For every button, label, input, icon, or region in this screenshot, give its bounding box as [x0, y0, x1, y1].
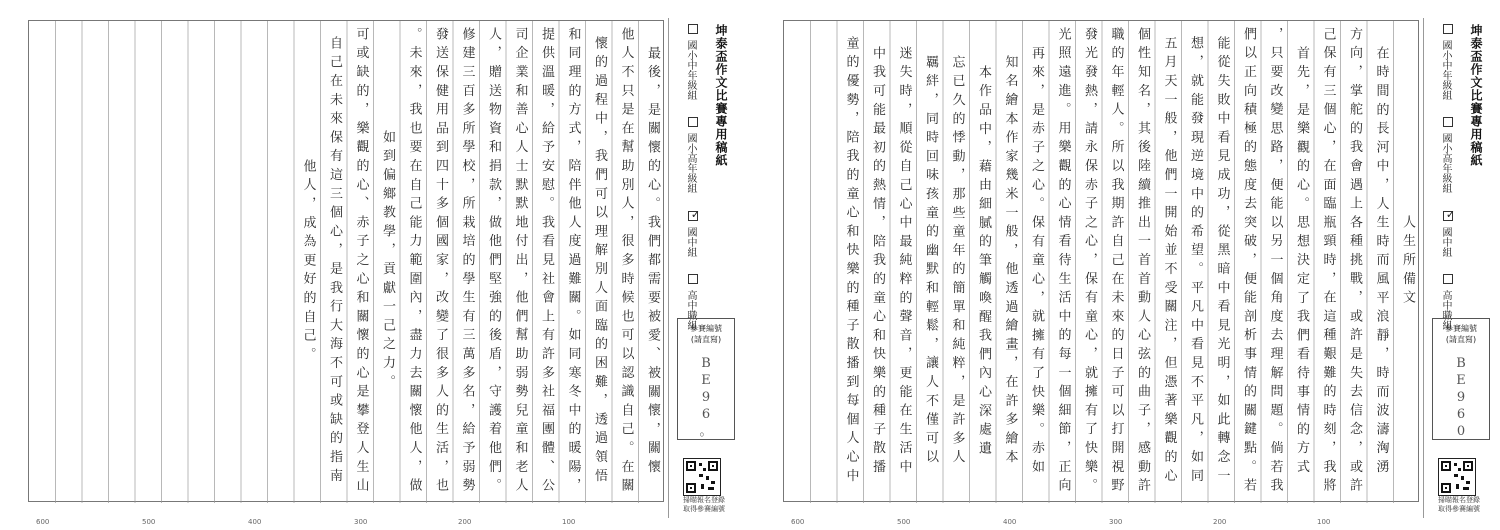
- ruler-mark: 400: [248, 518, 262, 526]
- essay-column: 童的優勢，陪我的童心和快樂的種子散播到每個人心中: [843, 36, 859, 488]
- essay-column: 如到偏鄉教學，貢獻一己之力。: [380, 130, 395, 394]
- entry-label: 參賽編號 (請直寫): [690, 324, 722, 344]
- entry-number-char: B: [701, 356, 711, 371]
- qr-pattern: [684, 459, 720, 495]
- entry-number-char: 。: [699, 424, 713, 439]
- form-sidebar: [1423, 18, 1496, 518]
- essay-column: 光照遠進。用樂觀的心情看待生活中的每一個細節，正向: [1055, 27, 1071, 497]
- essay-column: 修建三百多所學校，所栽培的學生有三萬多名，給予弱勢: [459, 27, 475, 497]
- essay-columns: [784, 21, 1420, 503]
- group-label: 高中職組: [1440, 290, 1451, 331]
- entry-number-char: B: [1456, 356, 1466, 371]
- group-option-elementary-mid[interactable]: [1438, 24, 1453, 100]
- ruler-mark: 400: [1003, 518, 1017, 526]
- group-option-junior-high[interactable]: [683, 207, 702, 257]
- ruler-mark: 300: [354, 518, 368, 526]
- entry-number-char: E: [701, 373, 711, 388]
- qr-caption: 掃瞄報名登錄 取得參賽編號: [1438, 496, 1480, 513]
- ruler-mark: 600: [791, 518, 805, 526]
- essay-column: 能從失敗中看見成功，從黑暗中看見光明，如此轉念一: [1214, 36, 1230, 488]
- group-checklist: [1438, 24, 1457, 344]
- essay-column: 在時間的長河中，人生時而風平浪靜，時而波濤洶湧: [1373, 45, 1389, 479]
- manuscript-grid: [28, 20, 664, 502]
- essay-column: 人，贈送物資和捐款，做他們堅強的後盾，守護着他們。: [486, 27, 501, 497]
- group-label: 國小高年級組: [1440, 133, 1451, 194]
- essay-column: 和同理的方式，陪伴他人度過難關。如同寒冬中的暖陽，: [565, 27, 581, 497]
- entry-number-char: 9: [1456, 390, 1466, 405]
- essay-page-right: [755, 0, 1500, 530]
- qr-code-icon[interactable]: [1438, 458, 1476, 496]
- entry-number: [678, 355, 734, 440]
- essay-column: 他人不只是在幫助別人，很多時候也可以認識自己。在關: [618, 27, 634, 497]
- check-icon: ✓: [689, 207, 702, 221]
- group-label: 國小中年級組: [685, 40, 696, 101]
- ruler-mark: 100: [562, 518, 576, 526]
- qr-code-icon[interactable]: [683, 458, 721, 496]
- essay-column: 本作品中，藉由細膩的筆觸喚醒我們內心深處遺: [976, 64, 991, 460]
- essay-column: 可或缺的，樂觀的心、赤子之心和關懷的心是攀登人生山: [353, 27, 369, 497]
- form-title: 坤泰盃作文比賽專用稿紙: [1469, 24, 1483, 167]
- checkbox[interactable]: [688, 117, 698, 127]
- group-label: 國小高年級組: [685, 133, 696, 194]
- ruler-mark: 200: [1213, 518, 1227, 526]
- form-sidebar: [668, 18, 741, 518]
- essay-column: 知名繪本作家幾米一般，他透過繪畫，在許多繪本: [1002, 55, 1018, 469]
- essay-column: 最後，是關懷的心。我們都需要被愛、被關懷，關懷: [645, 45, 660, 479]
- essay-column: 職的年輕人。所以我期許自己在未來的日子可以打開視野: [1108, 27, 1124, 497]
- qr-pattern: [1439, 459, 1475, 495]
- essay-column: 己保有三個心，在面臨瓶頸時，在這種艱難的時刻，我將: [1320, 27, 1336, 497]
- checkbox[interactable]: [688, 274, 698, 284]
- form-title: 坤泰盃作文比賽專用稿紙: [714, 24, 728, 167]
- qr-caption: 掃瞄報名登錄 取得參賽編號: [683, 496, 725, 513]
- entry-number-char: 6: [701, 407, 711, 422]
- essay-column: 首先，是樂觀的心。思想決定了我們看待事情的方式: [1294, 45, 1309, 479]
- essay-column: 發光發熱，請永保赤子之心，保有童心，就擁有了快樂。: [1082, 27, 1097, 497]
- essay-column: 方向，掌舵的我會遇上各種挑戰，或許是失去信念，或許: [1347, 27, 1362, 497]
- entry-number-box: [677, 318, 735, 440]
- checkbox[interactable]: [1443, 274, 1453, 284]
- essay-column: 迷失時，順從自己心中最純粹的聲音，更能在生活中: [896, 45, 912, 479]
- essay-column: 中我可能最初的熱情，陪我的童心和快樂的種子散播: [870, 45, 885, 479]
- group-checklist: [683, 24, 702, 344]
- ruler-mark: 100: [1317, 518, 1331, 526]
- ruler-mark: 600: [36, 518, 50, 526]
- essay-column: 羈絆，同時回味孩童的幽默和輕鬆，讓人不僅可以: [923, 55, 938, 469]
- group-label: 國小中年級組: [1440, 40, 1451, 101]
- entry-number-char: 0: [1456, 424, 1466, 439]
- essay-column: 想，就能發現逆境中的希望。平凡中看見不平凡，如同: [1188, 36, 1203, 488]
- group-option-elementary-high[interactable]: [1438, 117, 1453, 193]
- checkbox-checked[interactable]: [688, 207, 702, 221]
- checkbox-checked[interactable]: [1443, 207, 1457, 221]
- essay-column: 們以正向積極的態度去突破，便能剖析事情的關鍵點。若: [1241, 27, 1256, 497]
- entry-number-char: 9: [701, 390, 711, 405]
- essay-column: ，只要改變思路，便能以另一個角度去理解問題。倘若我: [1267, 27, 1283, 497]
- entry-number-box: [1432, 318, 1490, 440]
- group-label: 國中組: [1440, 226, 1451, 257]
- group-label: 高中職組: [685, 290, 696, 331]
- group-option-elementary-mid[interactable]: [683, 24, 698, 100]
- ruler-mark: 300: [1109, 518, 1123, 526]
- essay-column: 人生所備文: [1400, 215, 1415, 309]
- checkbox[interactable]: [1443, 24, 1453, 34]
- group-label: 國中組: [685, 226, 696, 257]
- entry-number-char: 6: [1456, 407, 1466, 422]
- manuscript-grid: [783, 20, 1419, 502]
- essay-column: 個性知名，其後陸續推出一首首動人心弦的曲子，感動許: [1135, 27, 1150, 497]
- group-option-junior-high[interactable]: [1438, 207, 1457, 257]
- group-option-elementary-high[interactable]: [683, 117, 698, 193]
- essay-column: 提供溫暖，給予安慰。我看見社會上有許多社福團體、公: [539, 27, 554, 497]
- essay-page-left: [0, 0, 745, 530]
- essay-column: 司企業和善心人士默默地付出，他們幫助弱勢兒童和老人: [512, 27, 528, 497]
- checkbox[interactable]: [688, 24, 698, 34]
- essay-column: 懷的過程中，我們可以理解別人面臨的困難，透過領悟: [592, 36, 607, 488]
- ruler-mark: 200: [458, 518, 472, 526]
- essay-column: 。未來，我也要在自己能力範圍內，盡力去關懷他人，做: [406, 27, 422, 497]
- ruler-mark: 500: [142, 518, 156, 526]
- essay-column: 再來，是赤子之心。保有童心，就擁有了快樂。赤如: [1029, 45, 1044, 479]
- entry-number: [1433, 355, 1489, 440]
- essay-column: 發送保健用品到四十多個國家，改變了很多人的生活，也: [433, 27, 448, 497]
- essay-column: 自己在未來保有這三個心，是我行大海不可或缺的指南: [327, 36, 342, 488]
- entry-label: 參賽編號 (請直寫): [1445, 324, 1477, 344]
- essay-columns: [29, 21, 665, 503]
- entry-number-char: E: [1456, 373, 1466, 388]
- ruler-mark: 500: [897, 518, 911, 526]
- essay-column: 五月天一般，他們一開始並不受關注，但憑著樂觀的心: [1161, 36, 1177, 488]
- checkbox[interactable]: [1443, 117, 1453, 127]
- essay-column: 他人，成為更好的自己。: [300, 158, 316, 366]
- check-icon: ✓: [1444, 207, 1457, 221]
- essay-column: 忘已久的悸動，那些童年的簡單和純粹，是許多人: [949, 55, 965, 469]
